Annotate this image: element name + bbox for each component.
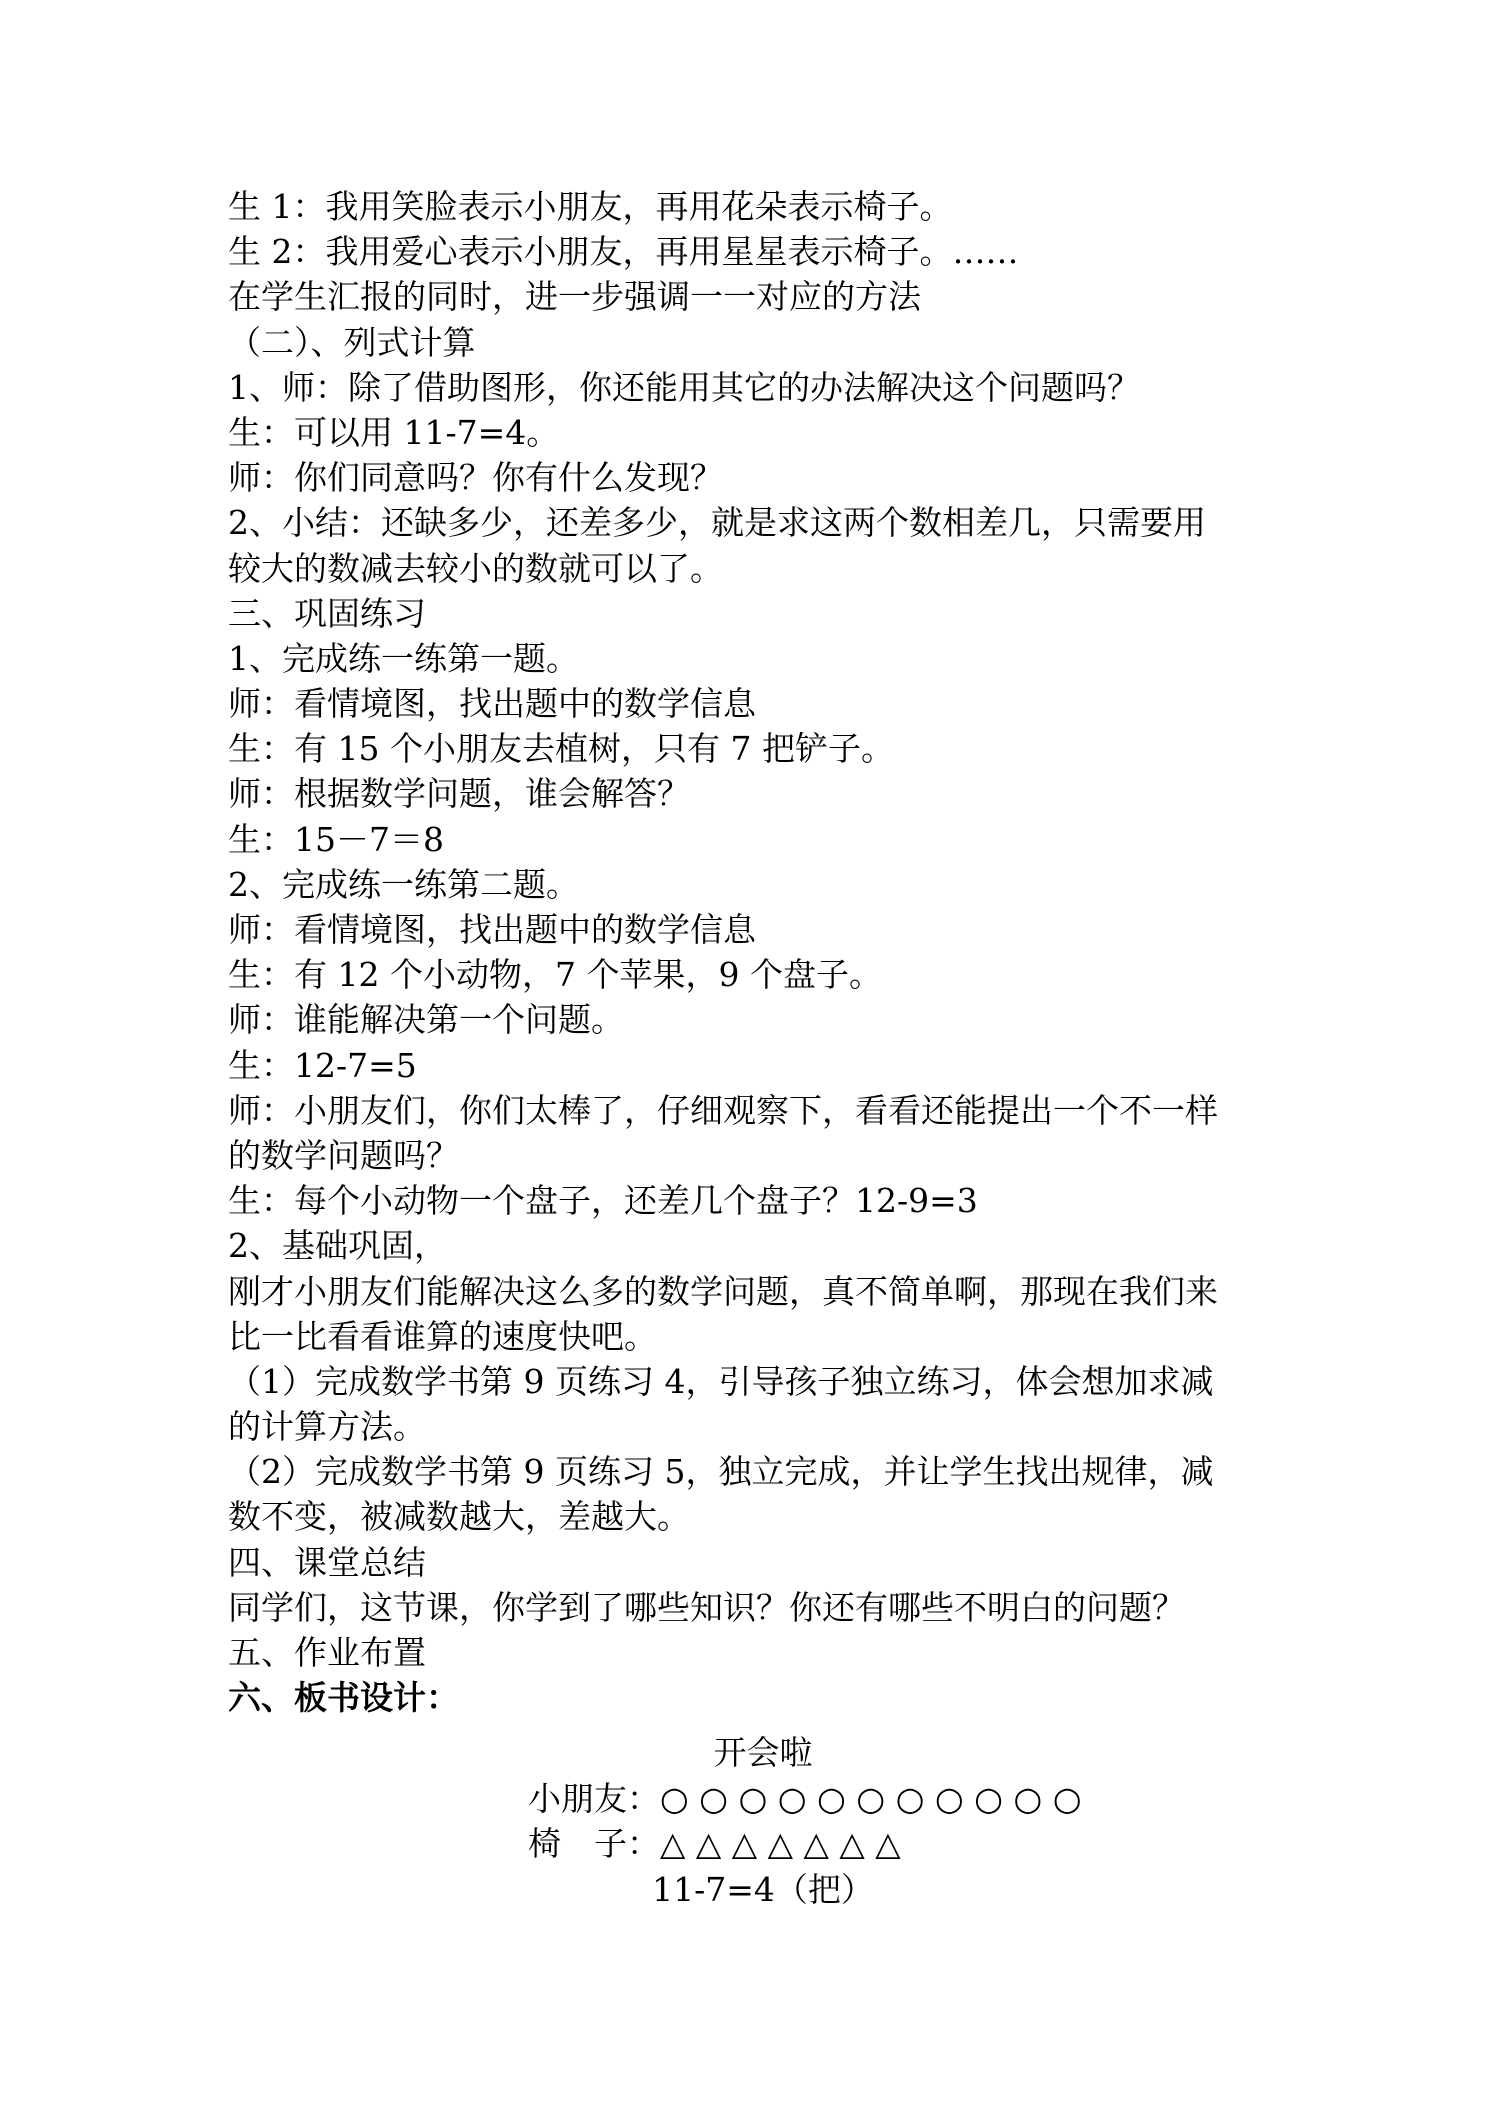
text-line: （1）完成数学书第 9 页练习 4，引导孩子独立练习，体会想加求减 — [228, 1361, 1214, 1401]
text-line: 较大的数减去较小的数就可以了。 — [228, 548, 723, 588]
text-line: 师：谁能解决第一个问题。 — [228, 1000, 624, 1040]
board-title: 开会啦 — [713, 1733, 813, 1772]
text-line: 师：看情境图，找出题中的数学信息 — [228, 910, 756, 949]
text-line: 的计算方法。 — [228, 1407, 426, 1447]
text-line: 生：可以用 11-7=4。 — [228, 412, 560, 452]
text-line: 2、小结：还缺多少，还差多少，就是求这两个数相差几，只需要用 — [228, 503, 1206, 543]
text-line: 数不变，被减数越大，差越大。 — [228, 1497, 690, 1537]
board-chairs-row: 椅 子：△ △ △ △ △ △ △ — [528, 1824, 901, 1863]
text-line: 生 1：我用笑脸表示小朋友，再用花朵表示椅子。 — [228, 187, 953, 226]
text-line: 刚才小朋友们能解决这么多的数学问题，真不简单啊，那现在我们来 — [228, 1271, 1218, 1311]
text-line: （2）完成数学书第 9 页练习 5，独立完成，并让学生找出规律，减 — [228, 1452, 1214, 1492]
text-line: 生：有 12 个小动物，7 个苹果，9 个盘子。 — [228, 955, 882, 995]
text-line: 生 2：我用爱心表示小朋友，再用星星表示椅子。…… — [228, 232, 1019, 272]
section-heading: 四、课堂总结 — [228, 1542, 426, 1582]
text-line: 同学们，这节课，你学到了哪些知识？你还有哪些不明白的问题？ — [228, 1587, 1185, 1627]
section-heading: 三、巩固练习 — [228, 593, 426, 633]
section-heading: 五、作业布置 — [228, 1633, 426, 1672]
document-body — [228, 184, 1268, 1720]
text-line: 师：根据数学问题，谁会解答？ — [228, 774, 690, 814]
text-line: 的数学问题吗？ — [228, 1135, 459, 1175]
text-line: 比一比看看谁算的速度快吧。 — [228, 1316, 657, 1356]
blackboard-design — [228, 1730, 1268, 1912]
text-line: 生：15－7＝8 — [228, 819, 444, 859]
text-line: 师：你们同意吗？你有什么发现？ — [228, 458, 723, 498]
text-line: 生：12-7=5 — [228, 1045, 417, 1085]
text-line: 生：每个小动物一个盘子，还差几个盘子？12-9=3 — [228, 1181, 978, 1221]
section-heading: （二）、列式计算 — [228, 322, 476, 362]
text-line: 生：有 15 个小朋友去植树，只有 7 把铲子。 — [228, 729, 894, 769]
text-line: 2、基础巩固， — [228, 1226, 447, 1266]
board-children-row: 小朋友：○ ○ ○ ○ ○ ○ ○ ○ ○ ○ ○ — [528, 1778, 1082, 1818]
text-line: 1、师：除了借助图形，你还能用其它的办法解决这个问题吗？ — [228, 367, 1140, 407]
text-line: 师：看情境图，找出题中的数学信息 — [228, 684, 756, 724]
text-line: 在学生汇报的同时，进一步强调一一对应的方法 — [228, 277, 921, 317]
board-design-heading: 六、板书设计： — [228, 1678, 459, 1718]
text-line: 1、完成练一练第一题。 — [228, 638, 579, 678]
text-line: 2、完成练一练第二题。 — [228, 864, 579, 904]
board-equation: 11-7=4（把） — [652, 1869, 874, 1909]
text-line: 师：小朋友们，你们太棒了，仔细观察下，看看还能提出一个不一样 — [228, 1090, 1218, 1130]
